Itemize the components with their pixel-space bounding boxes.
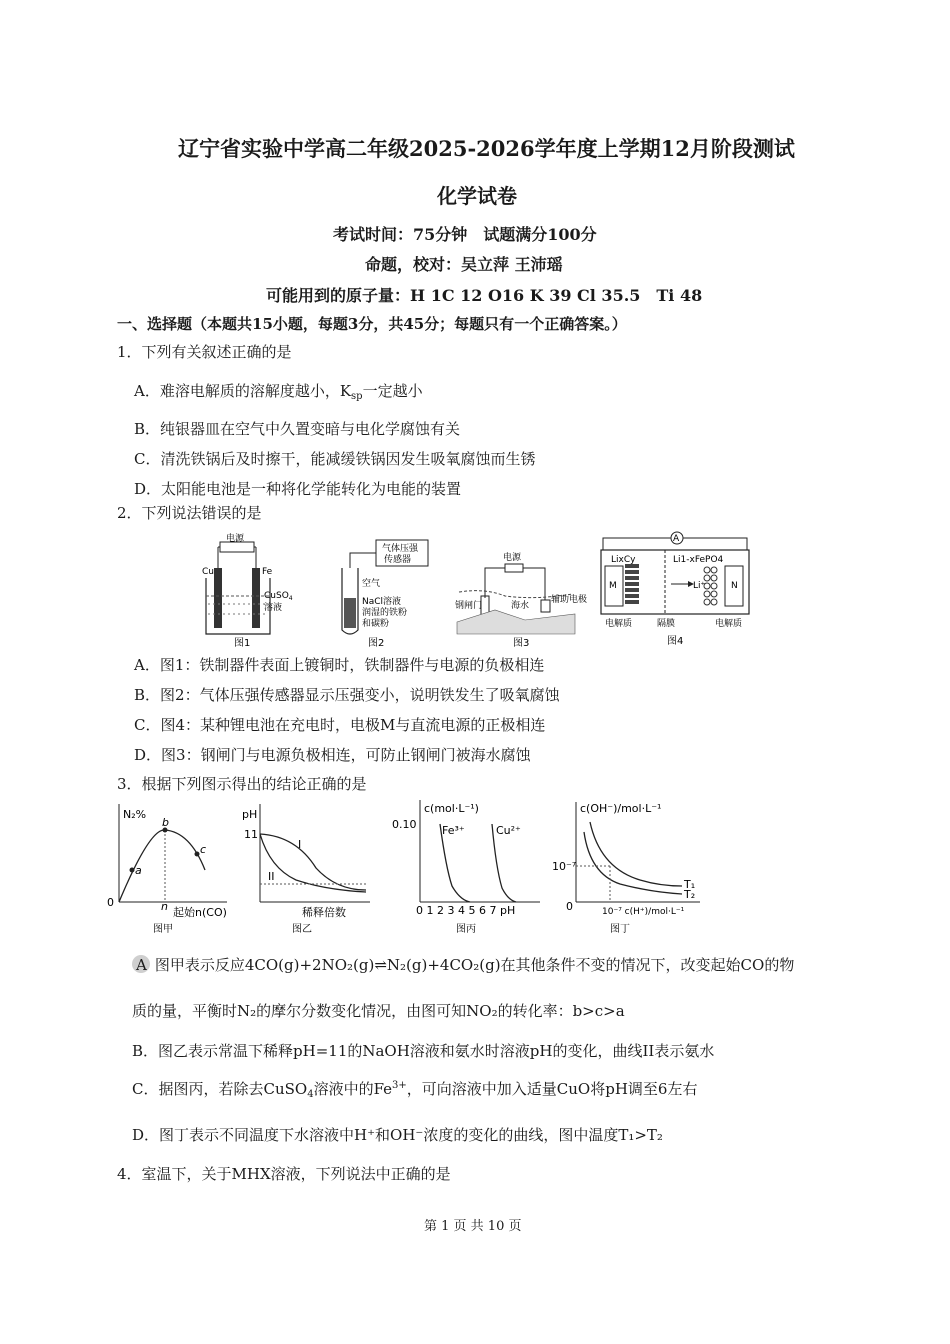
graph-jia	[105, 798, 235, 938]
fig1-sol2: 溶液	[264, 603, 283, 613]
exam-time: 考试时间：75分钟 试题满分100分	[333, 225, 597, 244]
fig4-ion: Li⁺	[693, 581, 706, 591]
ding-t1: T₁	[684, 878, 696, 891]
q3-option-d: D．图丁表示不同温度下水溶液中H⁺和OH⁻浓度的变化的曲线，图中温度T₁>T₂	[132, 1126, 663, 1144]
fig2-sol1: NaCl溶液	[362, 597, 402, 607]
fig4-left-el: LixCy	[611, 555, 636, 565]
fig3-aux: 辅助电极	[551, 595, 588, 605]
fig4-el1: 电解质	[605, 619, 633, 629]
fig1-sol1: CuSO$_4$	[264, 591, 293, 602]
q2-option-b: B．图2：气体压强传感器显示压强变小，说明铁发生了吸氧腐蚀	[134, 686, 560, 704]
iron-carbon-powder	[344, 598, 356, 628]
q3-c-sub: 4	[307, 1089, 314, 1100]
fig4-n: N	[731, 581, 738, 591]
jia-caption: 图甲	[153, 924, 173, 935]
fig2-air: 空气	[362, 579, 381, 589]
atomic-masses: 可能用到的原子量：H 1C 12 O16 K 39 Cl 35.5 Ti 48	[266, 286, 703, 305]
q1-option-a	[134, 380, 423, 402]
q1-option-b: B．纯银器皿在空气中久置变暗与电化学腐蚀有关	[134, 420, 461, 438]
q1-a-post: 一定越小	[362, 382, 423, 400]
graph-yi	[236, 798, 376, 938]
jia-label-a: a	[135, 864, 142, 877]
yi-label-1: I	[298, 838, 302, 851]
fig4-m: M	[609, 581, 617, 591]
fig2-sol2: 润湿的铁粉	[362, 608, 408, 618]
jia-ylabel: N₂%	[123, 808, 147, 821]
ding-t1-curve	[590, 822, 682, 886]
q2-option-d: D．图3：钢闸门与电源负极相连，可防止钢闸门被海水腐蚀	[134, 746, 531, 764]
fig1-fe-label: Fe	[262, 567, 273, 577]
q1-option-c: C．清洗铁锅后及时擦干，能减缓铁锅因发生吸氧腐蚀而生锈	[134, 450, 536, 468]
fig3-power: 电源	[503, 553, 522, 563]
figure-1-electroplating	[200, 534, 293, 649]
q3-option-c	[132, 1078, 697, 1100]
q3-c-mid: 溶液中的Fe	[313, 1080, 393, 1098]
fig2-caption: 图2	[368, 638, 385, 649]
ding-t2: T₂	[684, 888, 696, 901]
fig3-sea: 海水	[511, 601, 530, 611]
q4-stem: 4．室温下，关于MHX溶液，下列说法中正确的是	[117, 1165, 451, 1183]
jia-point-c	[195, 852, 200, 857]
fig2-sensor1: 气体压强	[382, 544, 419, 554]
bing-caption: 图丙	[456, 924, 476, 935]
bing-fe-label: Fe³⁺	[442, 824, 465, 837]
q1-a-text: A．难溶电解质的溶解度越小，K	[134, 382, 352, 400]
q3-c-sup: 3+	[392, 1080, 407, 1091]
jia-label-b: b	[162, 816, 169, 829]
graph-ding	[550, 798, 710, 938]
q1-stem: 1．下列有关叙述正确的是	[117, 343, 292, 361]
fig3-caption: 图3	[513, 638, 530, 649]
bing-y010: 0.10	[392, 818, 417, 831]
figure-4-lithium-battery	[597, 530, 757, 648]
fig1-power-label: 电源	[226, 534, 245, 544]
bing-cu-label: Cu²⁺	[496, 824, 521, 837]
q3-c-post: ，可向溶液中加入适量CuO将pH调至6左右	[406, 1080, 698, 1098]
fig1-caption: 图1	[234, 638, 251, 649]
ding-caption: 图丁	[610, 924, 630, 935]
yi-y11: 11	[244, 828, 258, 841]
cu-electrode	[214, 568, 222, 628]
ding-y: 10⁻⁷	[552, 860, 577, 873]
q3-stem: 3．根据下列图示得出的结论正确的是	[117, 775, 367, 793]
fig2-sensor2: 传感器	[384, 555, 412, 565]
jia-n: n	[161, 900, 168, 913]
section-title: 一、选择题（本题共15小题，每题3分，共45分；每题只有一个正确答案。）	[117, 315, 627, 333]
figure-3-cathodic-protection	[455, 550, 588, 649]
fig2-sol3: 和碳粉	[362, 619, 390, 629]
yi-ylabel: pH	[242, 808, 258, 821]
q1-a-sub: sp	[351, 391, 363, 402]
fig4-caption: 图4	[667, 636, 684, 647]
figure-2-oxygen-corrosion	[330, 538, 440, 648]
q1-option-d: D．太阳能电池是一种将化学能转化为电能的装置	[134, 480, 462, 498]
graphite-layers	[625, 564, 639, 604]
q3-option-a-cont: 质的量，平衡时N₂的摩尔分数变化情况，由图可知NO₂的转化率：b>c>a	[132, 1002, 625, 1020]
fig4-sep: 隔膜	[657, 619, 676, 629]
yi-xlabel: 稀释倍数	[302, 906, 346, 919]
bing-ylabel: c(mol·L⁻¹)	[424, 802, 479, 815]
jia-label-c: c	[200, 843, 207, 856]
q3-a-label: A	[136, 956, 147, 974]
ding-origin: 0	[566, 900, 573, 913]
fig4-el2: 电解质	[715, 619, 743, 629]
fig3-gate: 钢闸门	[455, 601, 483, 611]
fig3-power-box	[505, 564, 523, 572]
jia-curve	[119, 830, 205, 902]
jia-xlabel: 起始n(CO)	[173, 906, 227, 919]
subject-title: 化学试卷	[437, 184, 517, 208]
yi-label-2: II	[268, 870, 275, 883]
q3-c-pre: C．据图丙，若除去CuSO	[132, 1080, 308, 1098]
q2-option-a: A．图1：铁制器件表面上镀铜时，铁制器件与电源的负极相连	[134, 656, 545, 674]
q3-a-line1: 图甲表示反应4CO(g)+2NO₂(g)⇌N₂(g)+4CO₂(g)在其他条件不变的情况下，改变起始CO的物	[154, 956, 795, 974]
fig1-cu-label: Cu	[202, 567, 214, 577]
bing-xticks: 0 1 2 3 4 5 6 7 pH	[416, 904, 516, 917]
aux-electrode	[541, 600, 550, 612]
ding-ylabel: c(OH⁻)/mol·L⁻¹	[580, 802, 662, 815]
page-footer: 第 1 页 共 10 页	[424, 1219, 522, 1234]
jia-point-a	[130, 868, 135, 873]
graph-bing	[390, 798, 550, 938]
exam-title: 辽宁省实验中学高二年级2025-2026学年度上学期12月阶段测试	[178, 136, 795, 161]
jia-origin: 0	[107, 896, 114, 909]
q3-option-b: B．图乙表示常温下稀释pH=11的NaOH溶液和氨水时溶液pH的变化，曲线II表示氨水	[132, 1042, 715, 1060]
authors: 命题，校对：吴立萍 王沛瑶	[365, 255, 563, 274]
yi-curve-1	[260, 834, 366, 890]
fig4-ammeter: A	[673, 534, 680, 544]
q3-option-a	[132, 954, 804, 975]
q2-stem: 2．下列说法错误的是	[117, 504, 262, 522]
q2-option-c: C．图4：某种锂电池在充电时，电极M与直流电源的正极相连	[134, 716, 546, 734]
ding-xlabel: 10⁻⁷ c(H⁺)/mol·L⁻¹	[602, 907, 685, 917]
fe-electrode	[252, 568, 260, 628]
fig4-right-el: Li1-xFePO4	[673, 555, 724, 565]
fepo4-particles	[704, 567, 717, 605]
yi-caption: 图乙	[292, 924, 312, 935]
